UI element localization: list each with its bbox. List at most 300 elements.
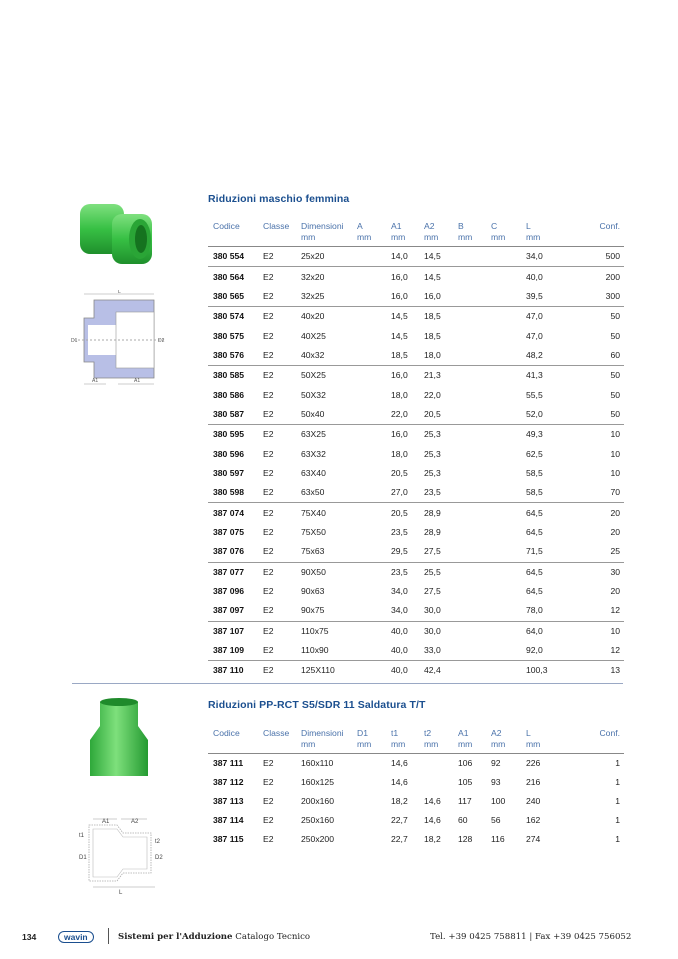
table-row	[208, 792, 624, 811]
technical-drawing-reducer	[66, 290, 176, 390]
label-A2: A1	[134, 378, 141, 384]
table-row	[208, 287, 624, 307]
table-cell: E2	[258, 287, 296, 307]
table-cell	[486, 464, 521, 483]
table-cell	[352, 464, 386, 483]
table-cell	[453, 523, 486, 542]
table-cell: 23,5	[419, 483, 453, 503]
column-header	[521, 221, 561, 247]
table-cell	[352, 811, 386, 830]
table-cell	[486, 267, 521, 287]
table-cell: 25,3	[424, 429, 441, 440]
column-header-label: Conf.	[599, 728, 620, 738]
table-cell	[486, 405, 521, 425]
table-cell: 16,0	[391, 429, 408, 440]
product-code: 387 074	[213, 507, 245, 518]
product-code: 387 109	[208, 641, 258, 661]
table-cell: 14,5	[391, 311, 408, 322]
column-header	[486, 221, 521, 247]
table-cell	[486, 601, 521, 621]
contact-info: Tel. +39 0425 758811 | Fax +39 0425 756052	[430, 932, 632, 942]
table-cell: 18,2	[424, 834, 441, 844]
table-cell	[352, 562, 386, 582]
table-cell: E2	[258, 601, 296, 621]
table-cell: 34,0	[391, 586, 408, 597]
table-cell: E2	[258, 346, 296, 366]
table-cell: 63X32	[301, 448, 326, 459]
table-cell	[453, 326, 486, 345]
column-header-label: Classe	[263, 728, 290, 738]
table-row	[208, 425, 624, 445]
product-code: 380 574	[213, 311, 245, 322]
product-code: 380 564	[213, 271, 245, 282]
table-row	[208, 405, 624, 425]
table-cell: 12	[561, 641, 624, 661]
table-cell	[352, 326, 386, 345]
table-cell: 40X25	[301, 330, 326, 341]
table-cell: E2	[263, 330, 274, 341]
table-cell	[486, 247, 521, 267]
table-cell: 33,0	[419, 641, 453, 661]
table-cell	[352, 483, 386, 503]
table-cell: 70	[561, 483, 624, 503]
section-title-riduzioni-pp-rct: Riduzioni PP-RCT S5/SDR 11 Saldatura T/T	[208, 699, 426, 711]
table-cell	[486, 523, 521, 542]
table-cell: 106	[458, 758, 473, 768]
table-cell: E2	[263, 586, 274, 597]
table-cell: 27,5	[419, 542, 453, 562]
column-header-unit: mm	[424, 739, 439, 749]
table-cell	[352, 754, 386, 774]
table-cell	[453, 287, 486, 307]
table-cell: 18,5	[386, 346, 419, 366]
label-D1: D1	[71, 338, 78, 344]
table-cell	[352, 307, 386, 327]
column-header	[419, 221, 453, 247]
label-L: L	[119, 890, 123, 895]
table-cell	[352, 582, 386, 601]
table-cell: 58,5	[521, 483, 561, 503]
table-cell: 34,0	[386, 601, 419, 621]
technical-drawing-butt-weld-reducer	[75, 815, 175, 895]
table-row	[208, 346, 624, 366]
catalog-name-rest: Catalogo Tecnico	[232, 932, 311, 942]
column-header	[296, 728, 352, 754]
product-code: 387 115	[213, 834, 244, 844]
table-cell	[352, 792, 386, 811]
table-cell: 250x160	[301, 815, 334, 825]
section-title-riduzioni-maschio-femmina: Riduzioni maschio femmina	[208, 193, 350, 205]
table-cell: 50x40	[296, 405, 352, 425]
table-cell: 75X40	[301, 507, 326, 518]
table-cell: 50X32	[301, 389, 326, 400]
table-cell: 16,0	[391, 370, 408, 381]
table-cell: E2	[263, 507, 274, 518]
column-header	[208, 728, 258, 754]
table-cell: 50	[610, 330, 620, 341]
table-cell	[453, 385, 486, 404]
product-code: 387 110	[213, 665, 244, 676]
table-cell: 28,9	[424, 526, 441, 537]
table-cell	[352, 503, 386, 523]
table-cell: E2	[263, 389, 274, 400]
table-cell: 64,0	[526, 625, 543, 636]
table-cell: E2	[258, 542, 296, 562]
table-cell: 93	[491, 777, 501, 787]
table-cell	[419, 773, 453, 792]
table-cell: 12	[561, 601, 624, 621]
table-row	[208, 267, 624, 287]
table-cell	[486, 661, 521, 681]
product-code: 380 596	[213, 448, 245, 459]
table-cell: 28,9	[424, 507, 441, 518]
table-cell: 1	[615, 834, 620, 844]
table-cell: 14,6	[391, 777, 408, 787]
table-cell: 100,3	[526, 665, 548, 676]
table-cell	[453, 444, 486, 463]
product-code: 380 598	[208, 483, 258, 503]
column-header-unit: mm	[526, 739, 541, 749]
table-cell	[453, 267, 486, 287]
table-cell: 60	[561, 346, 624, 366]
table-cell	[352, 287, 386, 307]
table-cell	[453, 464, 486, 483]
table-cell: 25,3	[424, 448, 441, 459]
table-cell	[486, 326, 521, 345]
table-row	[208, 247, 624, 267]
column-header-label: Dimensioni	[301, 221, 344, 231]
table-row	[208, 754, 624, 774]
table-cell: 64,5	[526, 507, 543, 518]
product-code: 380 565	[208, 287, 258, 307]
table-cell: 116	[491, 834, 505, 844]
table-cell: 250x200	[301, 834, 334, 844]
product-code: 387 077	[213, 566, 245, 577]
table-cell: 32x20	[301, 271, 325, 282]
column-header-label: C	[491, 221, 498, 231]
table-cell: 55,5	[526, 389, 543, 400]
table-cell	[352, 523, 386, 542]
table-cell	[486, 562, 521, 582]
table-cell: 200	[605, 271, 620, 282]
table-cell: 56	[491, 815, 501, 825]
table-cell	[453, 601, 486, 621]
table-cell: 30	[610, 566, 620, 577]
product-code: 380 587	[208, 405, 258, 425]
table-row	[208, 582, 624, 601]
product-code: 387 113	[213, 796, 244, 806]
table-row	[208, 483, 624, 503]
table-cell: 22,7	[391, 815, 408, 825]
wavin-logo: wavin	[58, 931, 94, 943]
table-cell: 10	[610, 448, 620, 459]
column-header-label: Codice	[213, 221, 240, 231]
table-cell	[352, 773, 386, 792]
table-cell	[352, 621, 386, 641]
table-row	[208, 601, 624, 621]
footer-divider	[108, 928, 109, 944]
column-header-label: A2	[491, 728, 502, 738]
product-photo-reducer-butt-weld	[86, 696, 152, 782]
table-cell: 162	[526, 815, 541, 825]
table-cell: 20,5	[391, 507, 408, 518]
table-cell: 20,5	[391, 467, 408, 478]
column-header-label: Classe	[263, 221, 290, 231]
table-cell	[352, 346, 386, 366]
table-row	[208, 641, 624, 661]
table-cell: 40x32	[296, 346, 352, 366]
column-header-label: A	[357, 221, 363, 231]
table-cell: 160x125	[301, 777, 334, 787]
table-cell: 14,0	[386, 247, 419, 267]
table-cell	[453, 483, 486, 503]
table-cell: 20	[610, 586, 620, 597]
label-A1: A1	[102, 819, 110, 825]
table-cell: 90X50	[301, 566, 326, 577]
table-cell: 10	[610, 467, 620, 478]
table-cell: 14,6	[424, 815, 441, 825]
column-header-label: t2	[424, 728, 432, 738]
table-cell: 100	[491, 796, 506, 806]
table-cell: E2	[258, 483, 296, 503]
table-cell: 27,0	[386, 483, 419, 503]
table-row	[208, 621, 624, 641]
column-header	[352, 728, 386, 754]
table-row	[208, 326, 624, 345]
table-cell: E2	[263, 665, 274, 676]
product-code: 387 112	[213, 777, 244, 787]
column-header-unit: mm	[491, 232, 506, 242]
label-t2: t2	[155, 839, 161, 845]
table-cell: 50	[610, 370, 620, 381]
table-cell: 240	[526, 796, 541, 806]
table-cell: 48,2	[521, 346, 561, 366]
product-code: 380 576	[208, 346, 258, 366]
table-cell: 40,0	[391, 625, 408, 636]
table-cell	[453, 621, 486, 641]
section-divider	[72, 683, 623, 684]
table-cell: 64,5	[526, 566, 543, 577]
table-cell: 226	[526, 758, 541, 768]
label-D2: D2	[155, 855, 163, 861]
label-A1: A1	[92, 378, 99, 384]
column-header-label: Dimensioni	[301, 728, 344, 738]
table-cell	[453, 425, 486, 445]
table-cell: 18,5	[424, 311, 441, 322]
table-cell	[486, 503, 521, 523]
table-cell: 29,5	[386, 542, 419, 562]
table-cell: 50	[610, 389, 620, 400]
column-header-unit: mm	[357, 232, 372, 242]
product-photo-reducer-male-female	[72, 196, 160, 274]
table-cell: 30,0	[419, 601, 453, 621]
column-header	[296, 221, 352, 247]
table-row	[208, 542, 624, 562]
table-row	[208, 464, 624, 483]
product-code: 387 114	[213, 815, 244, 825]
table-cell: 63X40	[301, 467, 326, 478]
table-cell	[352, 267, 386, 287]
table-cell: E2	[263, 526, 274, 537]
table-cell	[352, 405, 386, 425]
table-row	[208, 385, 624, 404]
table-cell	[453, 307, 486, 327]
column-header	[453, 221, 486, 247]
column-header	[419, 728, 453, 754]
column-header	[258, 728, 296, 754]
table-cell: 274	[526, 834, 541, 844]
table-cell: 128	[458, 834, 473, 844]
table-cell: E2	[263, 758, 274, 768]
table-cell: E2	[263, 271, 274, 282]
column-header	[453, 728, 486, 754]
table-cell: 110x75	[301, 625, 329, 636]
table-cell: 1	[615, 758, 620, 768]
table-cell: 25,3	[424, 467, 441, 478]
product-code: 387 107	[213, 625, 245, 636]
table-row	[208, 366, 624, 386]
table-cell: 18,0	[391, 389, 408, 400]
column-header	[208, 221, 258, 247]
column-header-unit: mm	[357, 739, 372, 749]
table-cell	[453, 542, 486, 562]
table-cell	[453, 562, 486, 582]
table-cell: 22,7	[391, 834, 408, 844]
product-code: 380 575	[213, 330, 245, 341]
table-cell: 92	[491, 758, 501, 768]
table-cell: 47,0	[526, 311, 543, 322]
column-header-label: A1	[391, 221, 402, 231]
product-code: 387 097	[208, 601, 258, 621]
table-cell: 23,5	[391, 526, 408, 537]
table-cell: E2	[263, 448, 274, 459]
column-header-label: A2	[424, 221, 435, 231]
column-header-unit: mm	[391, 739, 406, 749]
table-cell	[486, 483, 521, 503]
table-cell: 18,2	[391, 796, 408, 806]
table-cell: 49,3	[526, 429, 543, 440]
column-header-unit: mm	[458, 739, 473, 749]
table-cell: E2	[263, 834, 274, 844]
column-header	[258, 221, 296, 247]
table-cell: 14,6	[391, 758, 408, 768]
label-A2: A2	[131, 819, 139, 825]
table-cell	[486, 307, 521, 327]
table-cell: 42,4	[424, 665, 441, 676]
column-header-unit: mm	[526, 232, 541, 242]
table-cell	[486, 621, 521, 641]
label-D1: D1	[79, 855, 87, 861]
table-row	[208, 523, 624, 542]
table-cell: 25	[561, 542, 624, 562]
table-cell: 14,5	[419, 247, 453, 267]
table-cell: 78,0	[521, 601, 561, 621]
table-cell: 500	[561, 247, 624, 267]
table-cell: 58,5	[526, 467, 543, 478]
label-L: L	[118, 290, 121, 295]
table-cell	[352, 542, 386, 562]
table-cell	[352, 641, 386, 661]
table-cell: 34,0	[521, 247, 561, 267]
column-header-label: t1	[391, 728, 399, 738]
table-cell: 20,5	[419, 405, 453, 425]
table-cell: 125X110	[301, 665, 335, 676]
table-cell: 25x20	[296, 247, 352, 267]
column-header-label: L	[526, 221, 531, 231]
table-cell: 200x160	[301, 796, 334, 806]
table-cell	[486, 582, 521, 601]
table-cell: 50	[561, 405, 624, 425]
product-code: 380 554	[208, 247, 258, 267]
table-row	[208, 444, 624, 463]
table-cell: 30,0	[424, 625, 441, 636]
label-D2: D2	[158, 338, 165, 344]
table-cell: E2	[258, 641, 296, 661]
table-cell: 39,5	[521, 287, 561, 307]
column-header	[521, 728, 561, 754]
table-cell: 18,5	[424, 330, 441, 341]
table-cell	[352, 247, 386, 267]
column-header-label: Codice	[213, 728, 240, 738]
table-cell: E2	[258, 405, 296, 425]
product-code: 387 111	[213, 758, 244, 768]
table-cell: E2	[258, 247, 296, 267]
table-cell: 18,0	[391, 448, 408, 459]
column-header	[352, 221, 386, 247]
table-cell: 10	[610, 625, 620, 636]
table-cell	[352, 601, 386, 621]
table-cell	[453, 661, 486, 681]
table-cell: 1	[615, 777, 620, 787]
table-cell	[486, 366, 521, 386]
table-cell: 32x25	[296, 287, 352, 307]
table-cell: 40,0	[526, 271, 543, 282]
table-cell	[486, 346, 521, 366]
table-cell: E2	[263, 796, 274, 806]
table-cell: E2	[263, 566, 274, 577]
table-cell: 216	[526, 777, 541, 787]
table-cell: E2	[263, 777, 274, 787]
table-cell: 64,5	[526, 586, 543, 597]
table-cell: 21,3	[424, 370, 441, 381]
table-cell	[453, 503, 486, 523]
table-cell	[453, 405, 486, 425]
table-cell: 117	[458, 796, 472, 806]
table-riduzioni-pp-rct	[208, 728, 624, 849]
table-row	[208, 811, 624, 830]
column-header	[561, 221, 624, 247]
table-cell: 10	[610, 429, 620, 440]
table-cell: 63x50	[296, 483, 352, 503]
table-cell: 40x20	[301, 311, 325, 322]
table-cell: 52,0	[521, 405, 561, 425]
product-code: 380 595	[213, 429, 245, 440]
table-cell	[352, 444, 386, 463]
table-cell: 1	[615, 815, 620, 825]
catalog-name-bold: Sistemi per l'Adduzione	[118, 932, 233, 942]
table-row	[208, 307, 624, 327]
table-cell: 23,5	[391, 566, 408, 577]
table-cell	[486, 287, 521, 307]
table-cell: 160x110	[301, 758, 334, 768]
table-cell: 40,0	[391, 665, 408, 676]
table-cell	[486, 542, 521, 562]
column-header-unit: mm	[491, 739, 506, 749]
table-cell: E2	[263, 429, 274, 440]
table-cell	[453, 582, 486, 601]
column-header-label: L	[526, 728, 531, 738]
catalog-name	[118, 932, 310, 942]
